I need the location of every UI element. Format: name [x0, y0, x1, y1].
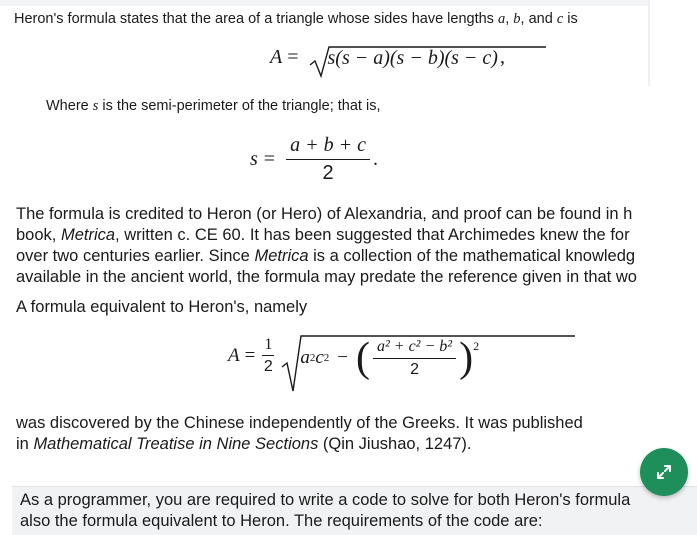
formula-trail: ,	[499, 46, 505, 68]
left-paren-icon: (	[355, 335, 370, 381]
radicand: s(s − a)(s − b)(s − c)	[327, 47, 498, 69]
expand-button[interactable]	[640, 448, 688, 496]
task-text: As a programmer, you are required to write a code to solve for both Heron's formula also the formula equivalent to Heron. The requirements of the code are:	[20, 491, 631, 530]
fraction-numerator: a + b + c	[286, 134, 370, 160]
paragraph-chinese: was discovered by the Chinese independently of the Greeks. It was published in Mathematical Treatise in Nine Sections (Qin Jiushao, 1247).	[16, 414, 583, 453]
expand-icon	[655, 463, 673, 481]
paragraph-heron-credit: The formula is credited to Heron (or Hero) of Alexandria, and proof can be found in h book, Metrica, written c. CE 60. It has been suggested that Archimedes knew the for over two centuries earlier. Since Metrica is a collection of the mathematical knowledg available in the ancient world, the formula may predate the reference given in that wo	[16, 205, 637, 286]
fraction	[286, 134, 370, 185]
square-root	[308, 45, 500, 70]
equals-sign: =	[263, 148, 276, 170]
square-root: a 2 c 2 − ( $\frac{\text{a² + c² − b²}}{2}$ ) $^2$	[280, 333, 495, 379]
coefficient-fraction: $\frac{1}{2}$	[263, 336, 273, 375]
semi-perimeter-formula	[250, 134, 378, 185]
heron-formula	[270, 45, 505, 70]
fraction-denominator: 2	[322, 162, 334, 184]
quote-right-strip	[648, 0, 650, 86]
radical-sign-icon	[308, 45, 548, 79]
right-paren-icon: )	[459, 335, 474, 381]
where-text: Where s is the semi-perimeter of the triangle; that is,	[46, 98, 381, 114]
quote-top-strip	[0, 0, 648, 6]
equals-sign: =	[244, 345, 256, 366]
formula-lhs: s	[250, 148, 258, 170]
paragraph-equivalent: A formula equivalent to Heron's, namely	[16, 298, 308, 316]
task-box	[12, 486, 697, 535]
formula-lhs: A	[270, 46, 283, 68]
equals-sign: =	[287, 46, 299, 68]
formula-trail: .	[372, 148, 378, 170]
equivalent-formula	[228, 333, 495, 379]
intro-text: Heron's formula states that the area of a triangle whose sides have lengths a, b, and c is	[14, 11, 578, 27]
radical-sign-icon	[280, 333, 580, 393]
formula-lhs: A	[228, 345, 240, 366]
inner-fraction: $\frac{\text{a² + c² − b²}}{2}$	[373, 338, 456, 379]
